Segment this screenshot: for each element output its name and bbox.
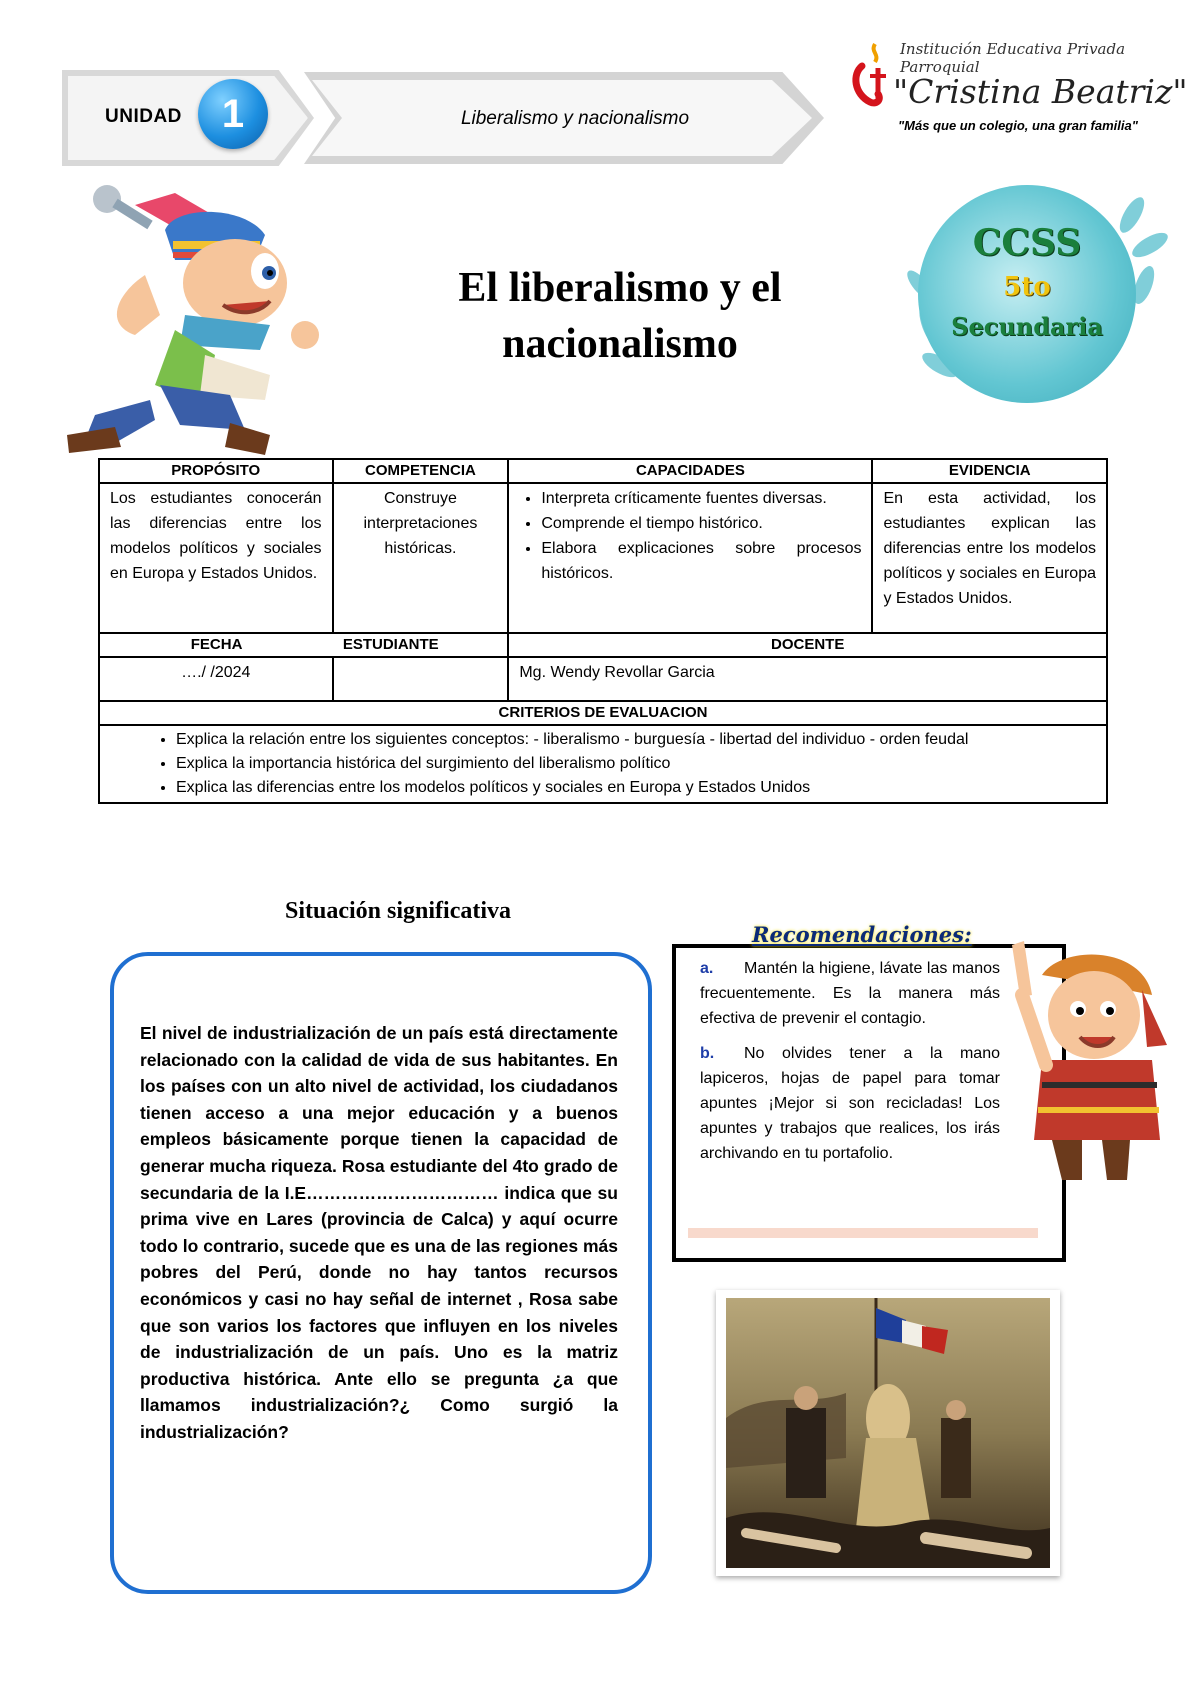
cell-proposito: Los estudiantes conocerán las diferencias entre los modelos políticos y sociales en Europa y Estados Unidos. xyxy=(99,483,333,633)
table-row xyxy=(99,657,1107,701)
cell-estudiante xyxy=(333,657,509,701)
header-fecha: FECHA xyxy=(190,636,243,653)
header-estudiante: ESTUDIANTE xyxy=(342,636,439,653)
cell-fecha: …./ /2024 xyxy=(99,657,333,701)
header-proposito: PROPÓSITO xyxy=(99,459,333,483)
topic-title: Liberalismo y nacionalismo xyxy=(460,108,690,129)
unit-label: UNIDAD xyxy=(105,106,182,127)
section-title: Situación significativa xyxy=(285,898,512,924)
header-fecha-estudiante xyxy=(99,633,508,657)
capacidad-item: • Interpreta críticamente fuentes diversas. xyxy=(541,486,861,511)
title-line-2: nacionalismo xyxy=(502,321,738,367)
badge-level: Secundaria xyxy=(951,312,1103,341)
page-title xyxy=(380,260,860,372)
table-row xyxy=(99,725,1107,803)
logo-institution: Institución Educativa Privada Parroquial xyxy=(900,40,1126,76)
item-text: Mantén la higiene, lávate las manos frecuentemente. Es la manera más efectiva de prevenir el contagio. xyxy=(700,960,1000,1027)
item-text: No olvides tener a la mano lapiceros, hojas de papel para tomar apuntes ¡Mejor si son recicladas! Los apuntes y trabajos que realices, los irás archivando en tu portafolio. xyxy=(700,1045,1000,1162)
badge-subject: CCSS xyxy=(972,222,1082,264)
capacidad-item: • Elabora explicaciones sobre procesos históricos. xyxy=(541,536,861,586)
cell-docente: Mg. Wendy Revollar Garcia xyxy=(508,657,1107,701)
unit-number: 1 xyxy=(198,79,268,149)
cell-capacidades xyxy=(508,483,872,633)
header-criterios: CRITERIOS DE EVALUACION xyxy=(99,701,1107,725)
header-evidencia: EVIDENCIA xyxy=(872,459,1107,483)
table-header-row xyxy=(99,701,1107,725)
criterio-item: • Explica la importancia histórica del surgimiento del liberalismo político xyxy=(176,752,1096,776)
mascot-running-illustration xyxy=(55,185,325,455)
recommendations-list xyxy=(700,956,1000,1176)
cell-competencia: Construye interpretaciones históricas. xyxy=(333,483,509,633)
item-letter: b. xyxy=(700,1045,715,1062)
table-header-row xyxy=(99,633,1107,657)
cell-evidencia: En esta actividad, los estudiantes explican las diferencias entre los modelos políticos y sociales en Europa y Estados Unidos. xyxy=(872,483,1107,633)
capacidad-item: • Comprende el tiempo histórico. xyxy=(541,511,861,536)
planning-table xyxy=(98,458,1108,804)
recommendations-stripe xyxy=(688,1228,1038,1238)
header-docente: DOCENTE xyxy=(508,633,1107,657)
list-item xyxy=(700,1041,1000,1166)
criterio-item: • Explica la relación entre los siguientes conceptos: - liberalismo - burguesía - libertad del individuo - orden feudal xyxy=(176,728,1096,752)
criterio-item: • Explica las diferencias entre los modelos políticos y sociales en Europa y Estados Unidos xyxy=(176,776,1096,800)
title-line-1: El liberalismo y el xyxy=(458,265,782,311)
mascot-pointing-illustration xyxy=(1002,935,1172,1185)
table-header-row xyxy=(99,459,1107,483)
header-competencia: COMPETENCIA xyxy=(333,459,509,483)
logo-school-name: "Cristina Beatriz" xyxy=(893,72,1188,111)
list-item xyxy=(700,956,1000,1031)
unit-banner xyxy=(68,76,308,160)
situation-text: El nivel de industrialización de un país está directamente relacionado con la calidad de vida de sus habitantes. En los países con un alto nivel de actividad, los ciudadanos tienen acceso a una mejor educación y a buenos empleos básicamente porque tienen la capacidad de generar mucha riqueza. Rosa estudiante del 4to grado de secundaria de la I.E…………………………… indica que su prima vive en Lares (provincia de Calca) y aquí ocurre todo lo contrario, sucede que es una de las regiones más pobres del Perú, donde no hay tantos recursos económicos y casi no hay señal de internet , Rosa sabe que son varios los factores que influyen en los niveles de industrialización de un país. Uno es la matriz productiva histórica. Ante ello se pregunta ¿a que llamamos industrialización?¿ Como surgió la industrialización? xyxy=(140,1023,618,1442)
recommendations-title: Recomendaciones: xyxy=(752,922,972,947)
liberty-painting-frame xyxy=(716,1290,1060,1576)
item-letter: a. xyxy=(700,960,714,977)
cell-criterios xyxy=(99,725,1107,803)
badge-grade: 5to xyxy=(1003,272,1051,302)
table-row xyxy=(99,483,1107,633)
header-capacidades: CAPACIDADES xyxy=(508,459,872,483)
logo-motto: "Más que un colegio, una gran familia" xyxy=(898,118,1138,133)
liberty-leading-people-image xyxy=(726,1298,1050,1568)
